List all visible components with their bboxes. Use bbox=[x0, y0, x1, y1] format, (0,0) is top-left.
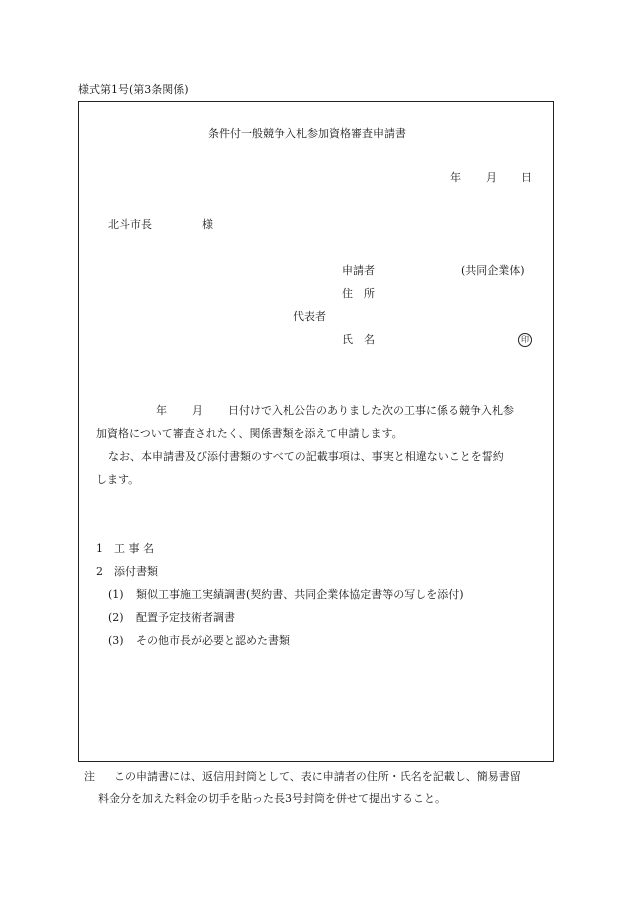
body-text-line1: 日付けで入札公告のありました次の工事に係る競争入札参 bbox=[228, 404, 514, 417]
applicant-label: 申請者 bbox=[342, 264, 375, 277]
date-month-label: 月 bbox=[486, 171, 497, 184]
item2-number: 2 bbox=[96, 565, 103, 578]
body-year-label: 年 bbox=[156, 404, 167, 417]
body-month-label: 月 bbox=[192, 404, 203, 417]
note-line1: この申請書には、返信用封筒として、表に申請者の住所・氏名を記載し、簡易書留 bbox=[114, 770, 521, 783]
body-text-line4: します。 bbox=[96, 473, 140, 486]
body-text-line3: なお、本申請書及び添付書類のすべての記載事項は、事実と相違ないことを誓約 bbox=[108, 450, 504, 463]
form-title: 条件付一般競争入札参加資格審査申請書 bbox=[208, 127, 406, 140]
addressee-honorific: 様 bbox=[202, 218, 213, 231]
subitem2-label: 配置予定技術者調書 bbox=[136, 611, 235, 624]
form-number-label: 様式第1号(第3条関係) bbox=[78, 83, 189, 96]
subitem2-number: (2) bbox=[108, 611, 124, 624]
address-label: 住 所 bbox=[342, 287, 375, 300]
name-label: 氏 名 bbox=[342, 333, 375, 346]
note-prefix: 注 bbox=[84, 770, 95, 783]
joint-venture-label: (共同企業体) bbox=[461, 264, 525, 277]
item1-label: 工 事 名 bbox=[114, 542, 154, 555]
representative-label: 代表者 bbox=[293, 310, 326, 323]
date-year-label: 年 bbox=[450, 171, 461, 184]
date-day-label: 日 bbox=[521, 171, 532, 184]
addressee-name: 北斗市長 bbox=[108, 218, 152, 231]
subitem1-label: 類似工事施工実績調書(契約書、共同企業体協定書等の写しを添付) bbox=[136, 588, 464, 601]
item1-number: 1 bbox=[96, 542, 103, 555]
item2-label: 添付書類 bbox=[114, 565, 158, 578]
seal-mark: 印 bbox=[518, 333, 532, 347]
subitem3-number: (3) bbox=[108, 634, 124, 647]
body-text-line2: 加資格について審査されたく、関係書類を添えて申請します。 bbox=[96, 427, 403, 440]
note-line2: 料金分を加えた料金の切手を貼った長3号封筒を併せて提出すること。 bbox=[98, 792, 446, 805]
subitem3-label: その他市長が必要と認めた書類 bbox=[136, 634, 290, 647]
subitem1-number: (1) bbox=[108, 588, 124, 601]
